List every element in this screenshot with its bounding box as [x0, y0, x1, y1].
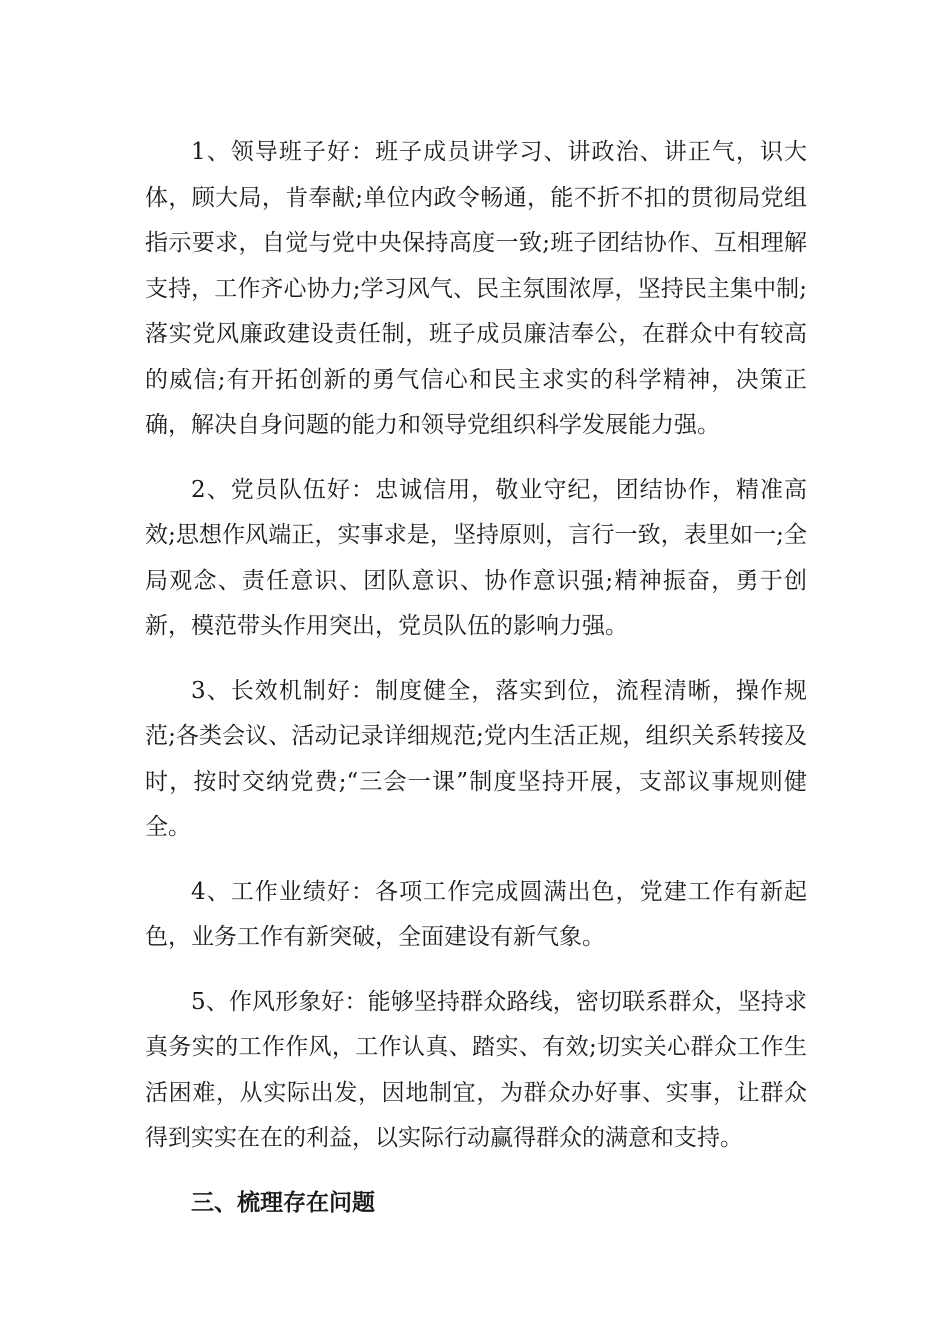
paragraph-leadership: 1、领导班子好：班子成员讲学习、讲政治、讲正气，识大体，顾大局，肯奉献;单位内政令畅通，能不折不扣的贯彻局党组指示要求，自觉与党中央保持高度一致;班子团结协作、互相理解支持，工作齐心协力;学习风气、民主氛围浓厚，坚持民主集中制;落实党风廉政建设责任制，班子成员廉洁奉公，在群众中有较高的威信;有开拓创新的勇气信心和民主求实的科学精神，决策正确，解决自身问题的能力和领导党组织科学发展能力强。 — [145, 139, 807, 438]
section-heading: 三、梳理存在问题 — [191, 1189, 375, 1216]
paragraph-work-style: 5、作风形象好：能够坚持群众路线，密切联系群众，坚持求真务实的工作作风，工作认真、踏实、有效;切实关心群众工作生活困难，从实际出发，因地制宜，为群众办好事、实事，让群众得到实实在在的利益，以实际行动赢得群众的满意和支持。 — [145, 988, 807, 1151]
paragraph-mechanism: 3、长效机制好：制度健全，落实到位，流程清晰，操作规范;各类会议、活动记录详细规范;党内生活正规，组织关系转接及时，按时交纳党费;“三会一课”制度坚持开展，支部议事规则健全。 — [145, 677, 807, 840]
paragraph-performance: 4、工作业绩好：各项工作完成圆满出色，党建工作有新起色，业务工作有新突破，全面建设有新气象。 — [145, 878, 807, 950]
paragraph-party-members: 2、党员队伍好：忠诚信用，敬业守纪，团结协作，精准高效;思想作风端正，实事求是，坚持原则，言行一致，表里如一;全局观念、责任意识、团队意识、协作意识强;精神振奋，勇于创新，模范带头作用突出，党员队伍的影响力强。 — [145, 476, 807, 639]
document-body — [145, 130, 807, 1226]
